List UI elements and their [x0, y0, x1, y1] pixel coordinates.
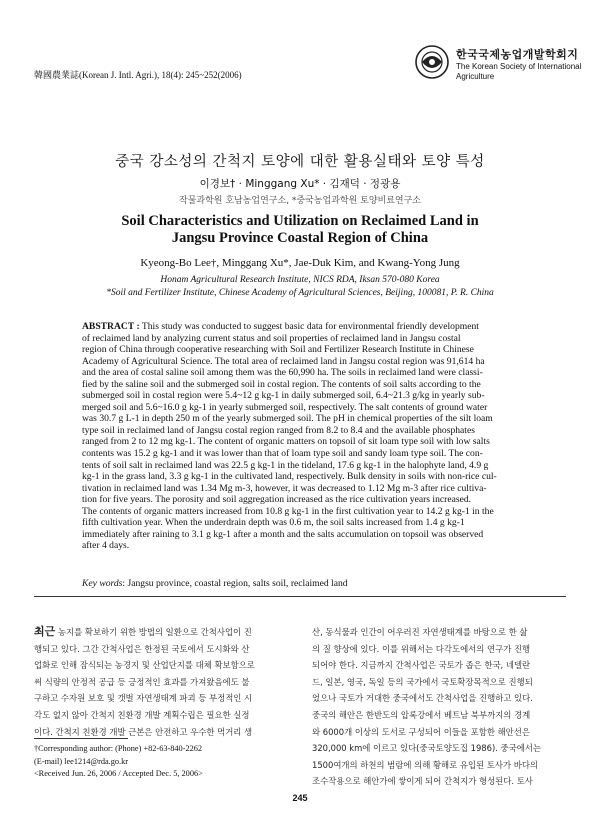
abstract-line: contents was 15.2 g kg-1 and it was lower than that of loam type soil and sandy loam type soil. The con-: [82, 448, 483, 460]
society-name-en: [456, 62, 584, 82]
title-english: [0, 213, 600, 247]
title-english-line: Jangsu Province Coastal Region of China: [171, 230, 429, 246]
footnote: [34, 743, 292, 781]
body-column-left: [34, 624, 292, 740]
affiliation-english: [0, 274, 600, 299]
body-line: 1500여개의 하천의 범람에 의해 황해로 유입된 토사가 바다의: [312, 759, 539, 770]
abstract-line: The contents of organic matters increased from 10.8 g kg-1 in the first cultivation year to 14.2 g kg-1 in the: [82, 505, 494, 517]
body-line: 드, 일본, 영국, 독일 등의 국가에서 국토확장목적으로 진행되: [312, 676, 533, 687]
society-name-en-line: Agriculture: [456, 72, 495, 81]
abstract-line: of reclaimed land by analyzing current status and soil properties of reclaimed land in Jangsu costal: [82, 332, 461, 344]
abstract-line: Academy of Agricultural Science. The total area of reclaimed land in Jangsu costal region was 91,614 ha: [82, 355, 485, 367]
body-line: 와 6000개 이상의 도서로 구성되어 이들을 포함한 해안선은: [312, 726, 530, 737]
abstract-line: merged soil and 5.6~16.0 g kg-1 in yearly submerged soil, respectively. The salt contents of ground water: [82, 401, 488, 413]
footnote-line: (E-mail) lee1214@rda.go.kr: [34, 756, 129, 766]
authors-english: Kyeong-Bo Lee†, Minggang Xu*, Jae-Duk Kim, and Kwang-Yong Jung: [140, 257, 460, 269]
abstract-line: type soil in reclaimed land of Jangsu costal region ranged from 8.2 to 8.4 and the available phosphates: [82, 424, 475, 436]
body-line: 산, 동식물과 인간이 어우러진 자연생태계를 바탕으로 한 삶: [312, 627, 528, 637]
page-number: 245: [292, 793, 308, 803]
body-line: 중국의 해안은 한반도의 압록강에서 베트남 북부까지의 경계: [312, 709, 531, 720]
abstract-line: region of China through cooperative researching with Soil and Fertilizer Research Institute in Chinese: [82, 344, 474, 356]
footnote-line: <Received Jun. 26, 2006 / Accepted Dec. 5, 2006>: [34, 769, 203, 778]
body-line: 었으나 국토가 거대한 중국에서도 간척사업을 진행하고 있다.: [312, 693, 533, 704]
abstract-line: immediately after raining to 3.1 g kg-1 after a month and the salts accumulation on topsoil was observed: [82, 528, 484, 540]
abstract: [82, 321, 526, 552]
abstract-line: ranged from 2 to 12 mg kg-1. The content of organic matters on topsoil of sit loam type soil with low salts: [82, 436, 490, 448]
abstract-line: [82, 321, 526, 333]
keywords: [82, 578, 526, 589]
body-text: 농지를 확보하기 위한 방법의 일환으로 간척사업이 진: [55, 627, 252, 637]
section-divider: [34, 596, 566, 597]
abstract-line: after 4 days.: [82, 540, 130, 552]
body-lead-word: 최근: [34, 625, 56, 638]
society-name-ko: 한국국제농업개발학회지: [456, 48, 579, 61]
affiliation-line: Honam Agricultural Research Institute, NICS RDA, Iksan 570-080 Korea: [160, 275, 440, 285]
body-line: 되어야 한다. 지금까지 간척사업은 국토가 좁은 한국, 네델란: [312, 660, 531, 671]
journal-reference: 韓國農業誌(Korean J. Intl. Agri.), 18(4): 245~252(2006): [34, 70, 242, 80]
keywords-label: Key words: [82, 578, 123, 589]
body-line: 써 식량의 안정적 공급 등 긍정적인 효과를 가져왔음에도 불: [34, 676, 250, 687]
abstract-line: submerged soil in costal region were 5.4~12 g kg-1 in daily submerged soil, 6.4~21.3 g/kg in yearly sub-: [82, 390, 485, 402]
society-logo: [414, 44, 584, 98]
body-line: 320,000 km에 이르고 있다(중국토양도집 1986). 중국에서는: [312, 743, 541, 754]
abstract-line: kg-1 in the grass land, 3.3 g kg-1 in the cultivated land, respectively. Bulk density in soils with non-rice cul-: [82, 471, 497, 483]
body-line: 구하고 수자원 보호 및 갯벌 자연생태계 파괴 등 부정적인 시: [34, 693, 253, 704]
body-line: 이다. 간척지 친환경 개발 근본은 안전하고 우수한 먹거리 생: [34, 726, 253, 737]
title-korean: 중국 강소성의 간척지 토양에 대한 활용실태와 토양 특성: [115, 154, 485, 170]
footnote-line: †Corresponding author: (Phone) +82-63-840-2262: [34, 744, 203, 753]
abstract-line: was 30.7 g L-1 in depth 250 m of the yearly submerged soil. The pH in chemical properties of the silt loam: [82, 413, 493, 425]
affiliation-korean: 작물과학원 호남농업연구소, *중국농업과학원 토양비료연구소: [179, 196, 421, 206]
society-name-en-line: The Korean Society of International: [456, 62, 582, 71]
abstract-line: fifth cultivation year. When the underdrain depth was 0.6 m, the soil salts increased from 1.4 g kg-1: [82, 517, 465, 529]
abstract-text: This study was conducted to suggest basic data for environmental friendly development: [139, 321, 479, 332]
title-english-line: Soil Characteristics and Utilization on Reclaimed Land in: [121, 213, 479, 229]
footnote-divider: [34, 738, 128, 739]
abstract-line: tents of soil salt in reclaimed land was 22.5 g kg-1 in the tideland, 17.6 g kg-1 in the halophyte land, 4.9 g: [82, 459, 489, 471]
abstract-line: tivation in reclaimed land was 1.34 Mg m-3, however, it was decreased to 1.12 Mg m-3 after rice cultiva-: [82, 482, 487, 494]
body-column-right: [312, 624, 570, 790]
abstract-label: ABSTRACT :: [82, 321, 140, 332]
abstract-line: tion for five years. The porosity and soil aggregation increased as the rice cultivation years increased.: [82, 494, 472, 506]
body-line: 각도 없지 않아 간척지 친환경 개발 계획수립은 필요한 실정: [34, 709, 250, 720]
abstract-line: fied by the saline soil and the submerged soil in costal region. The contents of soil salts according to the: [82, 378, 481, 390]
body-line: [34, 624, 292, 641]
affiliation-line: *Soil and Fertilizer Institute, Chinese Academy of Agricultural Sciences, Beijing, 100081, P. R. China: [106, 287, 494, 298]
keywords-text: : Jangsu province, coastal region, salts soil, reclaimed land: [122, 578, 348, 589]
authors-korean: 이경보† · Minggang Xu* · 김재덕 · 정광용: [199, 178, 401, 190]
body-line: 의 질 향상에 있다. 이를 위해서는 다각도에서의 연구가 진행: [312, 643, 531, 654]
society-emblem-icon: [414, 44, 450, 80]
body-line: 조수작용으로 해안가에 쌓이게 되어 간척지가 형성된다. 토사: [312, 776, 533, 787]
abstract-line: and the area of costal saline soil among them was the 60,990 ha. The soils in reclaimed land were classi-: [82, 367, 483, 379]
body-line: 업화로 인해 잠식되는 농경지 및 산업단지를 대체 확보함으로: [34, 660, 255, 671]
body-line: 행되고 있다. 그간 간척사업은 한정된 국토에서 도시화와 산: [34, 643, 250, 654]
